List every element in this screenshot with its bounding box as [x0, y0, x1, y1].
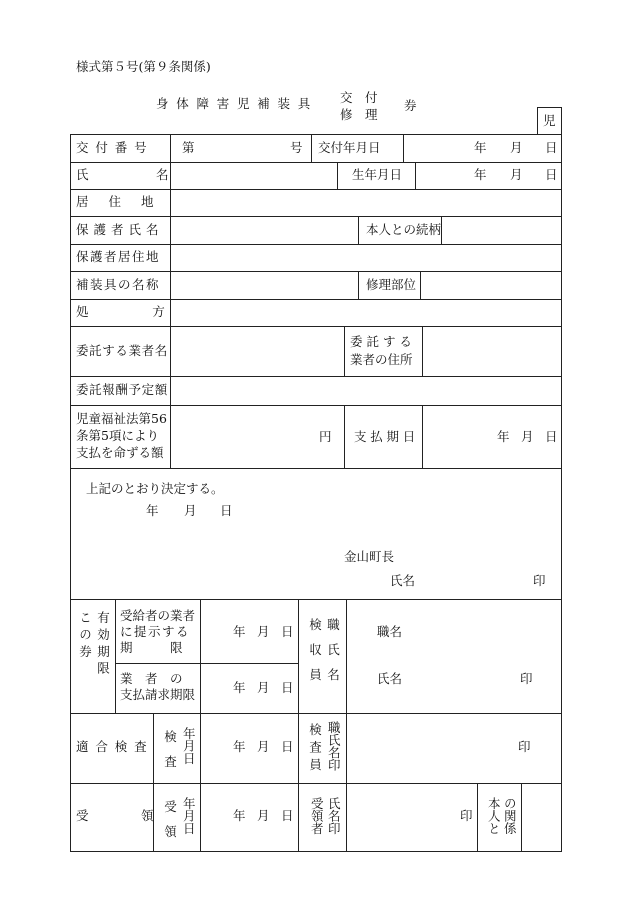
claim-day: 日: [281, 680, 294, 695]
contractor-address-field[interactable]: [426, 330, 558, 370]
issue-date-day: 日: [545, 140, 558, 155]
fee-label: 委託報酬予定額: [76, 382, 168, 397]
payment-amount-field[interactable]: [174, 420, 314, 444]
title-option-issue: 交 付: [340, 90, 378, 105]
corner-box: [537, 107, 562, 135]
mayor-title: 金山町長: [344, 549, 395, 564]
receipt-month: 月: [257, 808, 270, 823]
present-deadline-label-2: に提示する: [120, 624, 191, 639]
contractor-address-label-2: 業者の住所: [350, 352, 413, 367]
contractor-name-field[interactable]: [174, 330, 339, 370]
recipient-label-2: 氏名印: [326, 797, 342, 835]
law-label-3: 支払を命ずる額: [76, 445, 164, 460]
law-label-2: 条第5項により: [76, 428, 159, 443]
device-name-field[interactable]: [174, 275, 354, 295]
name-label-2: 名: [156, 167, 169, 182]
decision-month: 月: [184, 503, 197, 518]
title-option-repair: 修 理: [340, 107, 378, 122]
receipt-label: 受 領: [76, 808, 158, 823]
title-suffix: 券: [404, 98, 417, 113]
issue-number-prefix: 第: [182, 140, 195, 155]
repair-part-label: 修理部位: [366, 277, 417, 292]
inspection-date-label-1: 検査: [162, 730, 178, 780]
mayor-seal: 印: [533, 573, 546, 588]
yen-unit: 円: [319, 429, 332, 444]
dob-month: 月: [510, 167, 523, 182]
inspection-date-label-2: 年月日: [181, 727, 197, 765]
mayor-name-label: 氏名: [390, 573, 416, 588]
claim-year: 年: [233, 680, 246, 695]
issue-number-label: 交付番号: [76, 140, 154, 155]
checker-name-label: 氏名: [377, 671, 403, 686]
recipient-seal: 印: [460, 808, 473, 823]
claim-month: 月: [257, 680, 270, 695]
dob-year: 年: [474, 167, 487, 182]
form-number: 様式第５号(第９条関係): [76, 59, 211, 74]
prescription-field[interactable]: [174, 302, 558, 322]
relation-to-person-label-1: 本人と: [486, 797, 502, 835]
issue-number-suffix: 号: [290, 140, 303, 155]
recipient-label-1: 受領者: [309, 797, 325, 835]
guardian-name-label: 保護者氏名: [76, 222, 164, 237]
decision-day: 日: [220, 503, 233, 518]
receipt-date-label-1: 受領: [162, 800, 178, 850]
pay-date-day: 日: [545, 429, 558, 444]
guardian-address-field[interactable]: [174, 247, 558, 267]
inspection-label: 適合検査: [76, 739, 154, 754]
relation-label: 本人との続柄: [366, 222, 442, 237]
device-name-label: 補装具の名称: [76, 277, 161, 292]
prescription-label: 処方: [76, 304, 229, 319]
inspection-day: 日: [281, 739, 294, 754]
issue-date-month: 月: [510, 140, 523, 155]
contractor-address-label-1: 委 託 す る: [350, 334, 412, 349]
form-title: 身体障害児補装具: [156, 96, 319, 111]
dob-day: 日: [545, 167, 558, 182]
claim-deadline-label-2: 支払請求期限: [120, 687, 196, 702]
receipt-day: 日: [281, 808, 294, 823]
decision-text: 上記のとおり決定する。: [86, 481, 224, 496]
issue-date-label: 交付年月日: [318, 140, 381, 155]
inspection-month: 月: [257, 739, 270, 754]
validity-side-label-1: この券: [77, 611, 93, 662]
dob-label: 生年月日: [352, 167, 403, 182]
pay-date-label: 支払期日: [354, 429, 420, 444]
receipt-year: 年: [233, 808, 246, 823]
issue-number-field[interactable]: [200, 142, 280, 156]
inspector-label-2: 職氏名印: [326, 721, 342, 771]
present-month: 月: [257, 624, 270, 639]
claim-deadline-label-1: 業 者 の: [120, 671, 183, 686]
present-deadline-label-3: 期 限: [120, 640, 183, 655]
validity-side-label-2: 有効期限: [95, 611, 111, 679]
guardian-address-label: 保護者居住地: [76, 249, 161, 264]
pay-date-year: 年: [497, 429, 510, 444]
decision-year: 年: [146, 503, 159, 518]
fee-field[interactable]: [174, 380, 558, 400]
address-label: 居住地: [76, 194, 174, 209]
corner-box-label: 児: [543, 113, 556, 128]
contractor-name-label: 委託する業者名: [76, 343, 168, 358]
checker-post-label: 職名: [377, 624, 403, 639]
law-label-1: 児童福祉法第56: [76, 411, 167, 426]
checker-label-1: 検収員: [307, 618, 323, 693]
address-field[interactable]: [174, 192, 558, 212]
present-year: 年: [233, 624, 246, 639]
guardian-name-field[interactable]: [174, 220, 354, 240]
present-day: 日: [281, 624, 294, 639]
checker-seal: 印: [520, 671, 533, 686]
receipt-date-label-2: 年月日: [181, 797, 197, 835]
checker-label-2: 職氏名: [325, 618, 341, 693]
pay-date-month: 月: [521, 429, 534, 444]
name-field[interactable]: [174, 165, 334, 185]
issue-date-year: 年: [474, 140, 487, 155]
name-label-1: 氏: [76, 167, 89, 182]
relation-to-person-field[interactable]: [524, 787, 558, 847]
inspection-year: 年: [233, 739, 246, 754]
inspector-label-1: 検査員: [307, 723, 323, 776]
relation-to-person-label-2: の関係: [502, 797, 518, 835]
present-deadline-label-1: 受給者の業者: [120, 608, 196, 623]
inspector-seal: 印: [518, 739, 531, 754]
